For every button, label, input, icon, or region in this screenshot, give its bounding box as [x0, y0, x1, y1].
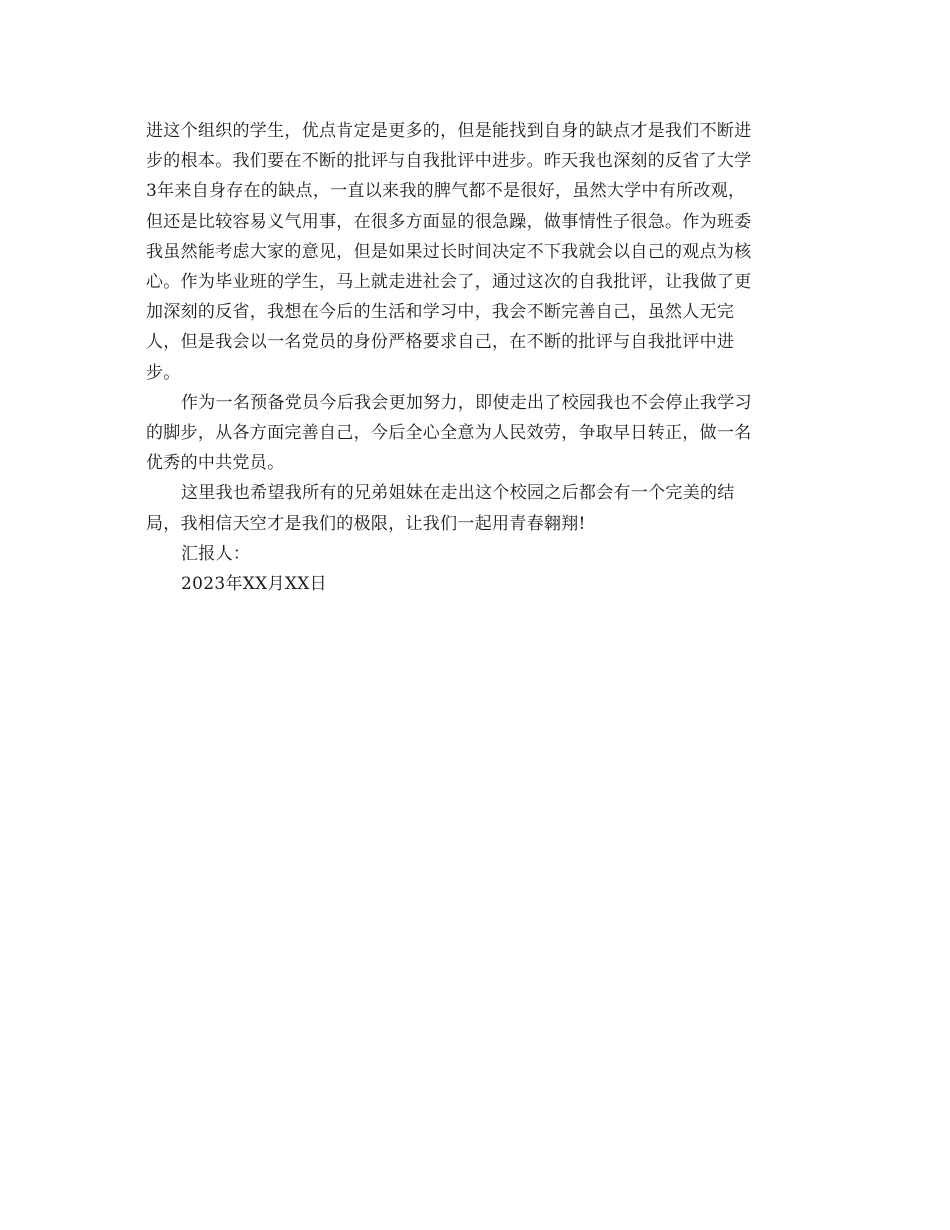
text-line: 人，但是我会以一名党员的身份严格要求自己，在不断的批评与自我批评中进	[146, 332, 735, 353]
text-line: 的脚步，从各方面完善自己，今后全心全意为人民效劳，争取早日转正，做一名	[146, 423, 752, 444]
text-line: 但还是比较容易义气用事，在很多方面显的很急躁，做事情性子很急。作为班委	[146, 211, 752, 232]
text-line: 步的根本。我们要在不断的批评与自我批评中进步。昨天我也深刻的反省了大学	[146, 151, 752, 172]
paragraph-wishes	[146, 478, 801, 538]
text-line: 进这个组织的学生，优点肯定是更多的，但是能找到自身的缺点才是我们不断进	[146, 121, 752, 141]
reporter-label: 汇报人：	[181, 543, 251, 564]
text-line: 这里我也希望我所有的兄弟姐妹在走出这个校园之后都会有一个完美的结	[181, 483, 735, 504]
text-line: 作为一名预备党员今后我会更加努力，即使走出了校园我也不会停止我学习	[181, 392, 752, 413]
report-date	[146, 569, 801, 599]
date-text: 2023年XX月XX日	[181, 574, 327, 595]
paragraph-commitment	[146, 388, 801, 479]
reporter-signature	[146, 539, 801, 569]
text-line: 步。	[146, 362, 181, 383]
text-line: 心。作为毕业班的学生，马上就走进社会了，通过这次的自我批评，让我做了更	[146, 272, 752, 293]
paragraph-self-criticism	[146, 116, 801, 388]
text-line: 3年来自身存在的缺点，一直以来我的脾气都不是很好，虽然大学中有所改观，	[146, 181, 746, 202]
text-line: 优秀的中共党员。	[146, 453, 285, 474]
document-body	[146, 116, 801, 599]
text-line: 我虽然能考虑大家的意见，但是如果过长时间决定不下我就会以自己的观点为核	[146, 241, 752, 262]
text-line: 局，我相信天空才是我们的极限，让我们一起用青春翱翔!	[146, 513, 586, 534]
text-line: 加深刻的反省，我想在今后的生活和学习中，我会不断完善自己，虽然人无完	[146, 302, 735, 323]
